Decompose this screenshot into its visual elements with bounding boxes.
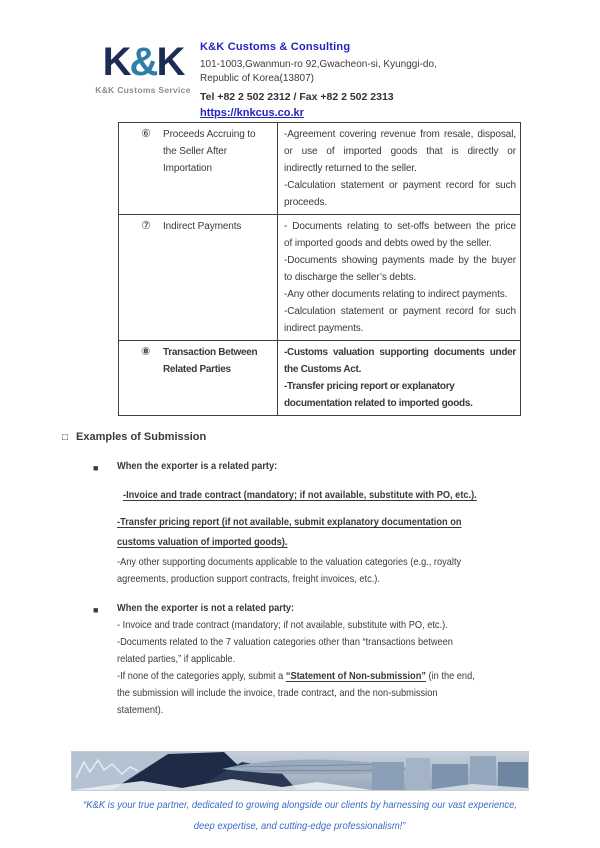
doc-line: documentation related to imported goods. xyxy=(284,398,473,409)
circled-8-number: ⑧ xyxy=(141,346,151,358)
row-docs-cell xyxy=(278,215,521,341)
item-line: the submission will include the invoice, trade contract, and the non-submission xyxy=(117,687,438,699)
table-row-6 xyxy=(119,123,521,215)
address-line-1: 101-1003,Gwanmun-ro 92,Gwacheon-si, Kyunggi-do, xyxy=(200,59,437,70)
not-related-party-items xyxy=(117,617,577,719)
statement-prefix: -If none of the categories apply, submit a xyxy=(117,670,286,682)
company-name: K&K Customs & Consulting xyxy=(200,41,351,53)
examples-section xyxy=(0,429,600,719)
circled-7-number: ⑦ xyxy=(141,220,151,232)
related-party-heading-label: When the exporter is a related party: xyxy=(117,460,278,472)
logo-k2: K xyxy=(156,40,184,84)
cityscape-graphic xyxy=(72,752,528,790)
row-title: Related Parties xyxy=(163,364,231,375)
doc-line: -Any other documents relating to indirect payments. xyxy=(284,289,508,300)
item-line: - Invoice and trade contract (mandatory; if not available, substitute with PO, etc.). xyxy=(117,619,448,631)
doc-line: -Agreement covering revenue from resale, disposal, xyxy=(284,129,516,140)
website-link[interactable]: https://knkcus.co.kr xyxy=(200,107,304,119)
note-line: agreements, production support contracts, freight invoices, etc.). xyxy=(117,573,380,585)
item-line: -Documents related to the 7 valuation categories other than “transactions between xyxy=(117,636,453,648)
logo-k1: K xyxy=(102,40,130,84)
row-docs-cell xyxy=(278,123,521,215)
doc-line: or use of imported goods that is directly or xyxy=(284,146,516,157)
row-title-cell xyxy=(119,215,278,341)
footer-banner-image xyxy=(72,752,528,790)
row-title: Importation xyxy=(163,163,212,174)
requirement-line: -Transfer pricing report (if not available, submit explanatory documentation on xyxy=(117,516,462,528)
doc-line: of imported goods and debts owed by the seller. xyxy=(284,238,492,249)
doc-line: proceeds. xyxy=(284,197,328,208)
doc-line: -Documents showing payments made by the buyer xyxy=(284,255,516,266)
doc-line: indirectly returned to the seller. xyxy=(284,163,417,174)
row-docs-cell xyxy=(278,341,521,416)
related-party-heading xyxy=(0,458,600,475)
company-address xyxy=(200,58,437,86)
valuation-table xyxy=(118,122,521,416)
doc-line: indirect payments. xyxy=(284,323,364,334)
row-title-cell xyxy=(119,123,278,215)
logo-subtitle: K&K Customs Service xyxy=(95,85,191,95)
filled-square-bullet-icon: ■ xyxy=(93,605,99,615)
circled-6-number: ⑥ xyxy=(141,128,151,140)
doc-line: -Transfer pricing report or explanatory xyxy=(284,381,455,392)
quote-line-1: “K&K is your true partner, dedicated to growing alongside our clients by harnessing our vast experience, xyxy=(83,799,517,811)
contact-block xyxy=(200,41,437,121)
logo-kk-text xyxy=(87,42,199,82)
address-line-2: Republic of Korea(13807) xyxy=(200,73,314,84)
table-row-7 xyxy=(119,215,521,341)
row-title: the Seller After xyxy=(163,146,227,157)
doc-line: the Customs Act. xyxy=(284,364,362,375)
requirement-line: customs valuation of imported goods). xyxy=(117,536,288,548)
supporting-docs-note xyxy=(117,554,577,588)
logo-ampersand: & xyxy=(129,40,157,84)
statement-of-non-submission-emphasis: “Statement of Non-submission” xyxy=(285,670,426,682)
table-row-8 xyxy=(119,341,521,416)
statement-suffix: (in the end, xyxy=(425,670,475,682)
related-party-items xyxy=(117,487,577,588)
examples-heading-label: Examples of Submission xyxy=(76,431,207,443)
row-title-cell xyxy=(119,341,278,416)
filled-square-bullet-icon: ■ xyxy=(93,463,99,473)
hollow-square-bullet-icon: □ xyxy=(62,432,69,443)
doc-line: -Customs valuation supporting documents under xyxy=(284,347,516,358)
note-line: -Any other supporting documents applicable to the valuation categories (e.g., royalty xyxy=(117,556,462,568)
examples-heading xyxy=(0,429,600,446)
item-line: related parties,” if applicable. xyxy=(117,653,236,665)
doc-line: -Calculation statement or payment record for such xyxy=(284,180,516,191)
row-title: Proceeds Accruing to xyxy=(163,129,256,140)
doc-line: -Calculation statement or payment record for such xyxy=(284,306,516,317)
not-related-party-heading xyxy=(0,600,600,617)
doc-line: to discharge the seller’s debts. xyxy=(284,272,417,283)
underlined-requirement-2 xyxy=(117,512,577,552)
quote-line-2: deep expertise, and cutting-edge professionalism!” xyxy=(194,820,406,832)
row-title: Indirect Payments xyxy=(163,221,242,232)
row-title: Transaction Between xyxy=(163,347,258,358)
company-logo xyxy=(87,42,199,95)
footer-quote xyxy=(0,795,600,837)
item-line: statement). xyxy=(117,704,164,716)
phone-fax-line: Tel +82 2 502 2312 / Fax +82 2 502 2313 xyxy=(200,91,394,103)
doc-line: - Documents relating to set-offs between the price xyxy=(284,221,516,232)
item-line xyxy=(117,668,577,685)
underlined-requirement-1: -Invoice and trade contract (mandatory; if not available, substitute with PO, etc.). xyxy=(123,489,477,501)
not-related-party-heading-label: When the exporter is not a related party: xyxy=(117,602,295,614)
